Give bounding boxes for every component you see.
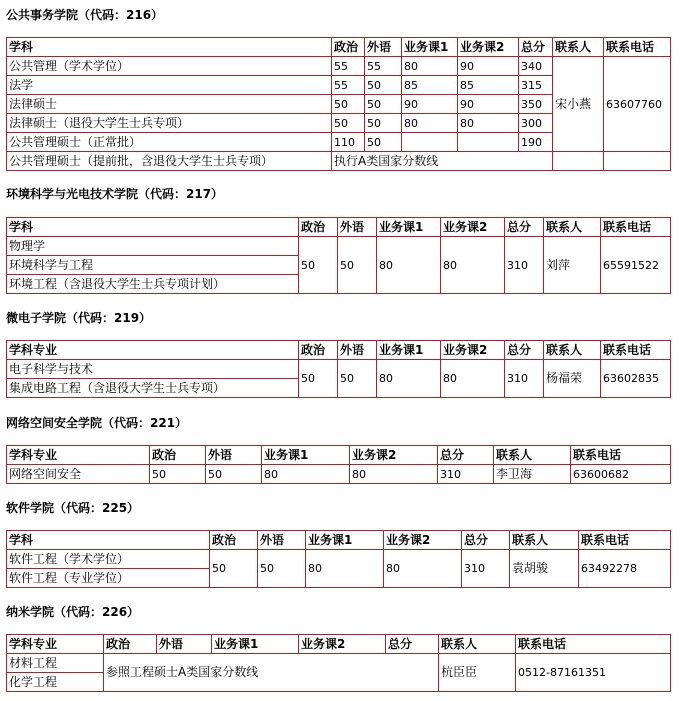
subject-cell: 环境科学与工程 xyxy=(7,256,299,275)
course1-cell: 80 xyxy=(306,550,384,588)
language-cell: 50 xyxy=(338,360,377,398)
score-table-225 xyxy=(6,530,671,588)
contact-cell: 宋小燕 xyxy=(553,57,604,152)
header-cell: 总分 xyxy=(519,38,553,57)
header-cell: 业务课2 xyxy=(384,531,462,550)
total-cell: 310 xyxy=(505,237,544,294)
header-cell: 总分 xyxy=(505,218,544,237)
subject-cell: 法学 xyxy=(7,76,332,95)
score-note-cell: 执行A类国家分数线 xyxy=(332,152,553,171)
course1-cell xyxy=(402,133,458,152)
subject-cell: 网络空间安全 xyxy=(7,465,150,484)
subject-cell: 公共管理硕士（提前批，含退役大学生士兵专项） xyxy=(7,152,332,171)
header-cell: 外语 xyxy=(206,446,262,465)
phone-cell: 65591522 xyxy=(601,237,671,294)
contact-cell: 杭臣臣 xyxy=(439,654,516,692)
total-cell: 310 xyxy=(505,360,544,398)
table-row xyxy=(7,360,671,379)
header-cell: 总分 xyxy=(438,446,494,465)
header-cell: 联系人 xyxy=(544,341,601,360)
header-cell: 外语 xyxy=(157,635,212,654)
header-cell: 联系电话 xyxy=(601,218,671,237)
section-title-216: 公共事务学院（代码：216） xyxy=(6,8,164,22)
header-cell: 业务课2 xyxy=(458,38,519,57)
header-cell: 联系电话 xyxy=(604,38,671,57)
score-table-226 xyxy=(6,634,671,692)
header-cell: 业务课2 xyxy=(441,341,505,360)
table-header xyxy=(7,341,671,360)
politics-cell: 50 xyxy=(332,114,365,133)
header-cell: 学科专业 xyxy=(7,341,299,360)
table-row xyxy=(7,152,671,171)
course1-cell: 80 xyxy=(377,237,441,294)
politics-cell: 55 xyxy=(332,76,365,95)
subject-cell: 软件工程（专业学位） xyxy=(7,569,210,588)
header-cell: 学科专业 xyxy=(7,635,104,654)
course1-cell: 80 xyxy=(377,360,441,398)
language-cell: 55 xyxy=(365,57,402,76)
total-cell: 310 xyxy=(462,550,510,588)
contact-cell: 杨福荣 xyxy=(544,360,601,398)
subject-cell: 集成电路工程（含退役大学生士兵专项） xyxy=(7,379,299,398)
table-header xyxy=(7,38,671,57)
politics-cell: 50 xyxy=(299,360,338,398)
table-row xyxy=(7,465,671,484)
total-cell: 300 xyxy=(519,114,553,133)
header-cell: 联系人 xyxy=(544,218,601,237)
subject-cell: 法律硕士 xyxy=(7,95,332,114)
course2-cell: 90 xyxy=(458,95,519,114)
header-cell: 业务课1 xyxy=(377,218,441,237)
language-cell: 50 xyxy=(206,465,262,484)
header-cell: 外语 xyxy=(338,218,377,237)
politics-cell: 50 xyxy=(299,237,338,294)
subject-cell: 法律硕士（退役大学生士兵专项） xyxy=(7,114,332,133)
header-cell: 外语 xyxy=(365,38,402,57)
table-row xyxy=(7,550,671,569)
total-cell: 350 xyxy=(519,95,553,114)
header-cell: 学科 xyxy=(7,531,210,550)
subject-cell: 化学工程 xyxy=(7,673,104,692)
subject-cell: 电子科学与技术 xyxy=(7,360,299,379)
table-header xyxy=(7,218,671,237)
contact-cell: 李卫海 xyxy=(494,465,571,484)
header-cell: 联系人 xyxy=(494,446,571,465)
contact-cell: 袁胡骏 xyxy=(510,550,579,588)
header-cell: 联系人 xyxy=(553,38,604,57)
politics-cell: 50 xyxy=(210,550,258,588)
phone-cell: 63602835 xyxy=(601,360,671,398)
course2-cell: 80 xyxy=(350,465,438,484)
header-cell: 业务课2 xyxy=(441,218,505,237)
subject-cell: 材料工程 xyxy=(7,654,104,673)
header-cell: 联系电话 xyxy=(601,341,671,360)
course1-cell: 80 xyxy=(402,57,458,76)
phone-cell: 0512-87161351 xyxy=(516,654,671,692)
course2-cell: 85 xyxy=(458,76,519,95)
header-cell: 学科 xyxy=(7,38,332,57)
header-cell: 联系电话 xyxy=(571,446,671,465)
politics-cell: 50 xyxy=(150,465,206,484)
header-cell: 政治 xyxy=(210,531,258,550)
course2-cell: 80 xyxy=(458,114,519,133)
phone-cell: 63607760 xyxy=(604,57,671,152)
header-cell: 业务课1 xyxy=(377,341,441,360)
header-cell: 业务课1 xyxy=(262,446,350,465)
phone-cell: 63492278 xyxy=(579,550,671,588)
course2-cell xyxy=(458,133,519,152)
subject-cell: 软件工程（学术学位） xyxy=(7,550,210,569)
subject-cell: 公共管理（学术学位） xyxy=(7,57,332,76)
subject-cell: 物理学 xyxy=(7,237,299,256)
header-cell: 联系电话 xyxy=(579,531,671,550)
empty-cell xyxy=(553,152,604,171)
score-table-219 xyxy=(6,340,671,398)
header-cell: 业务课1 xyxy=(306,531,384,550)
section-title-225: 软件学院（代码：225） xyxy=(6,501,140,515)
header-cell: 业务课1 xyxy=(212,635,299,654)
course1-cell: 85 xyxy=(402,76,458,95)
header-cell: 学科 xyxy=(7,218,299,237)
table-header xyxy=(7,446,671,465)
header-cell: 联系人 xyxy=(439,635,516,654)
section-title-219: 微电子学院（代码：219） xyxy=(6,311,152,325)
header-cell: 学科专业 xyxy=(7,446,150,465)
course1-cell: 90 xyxy=(402,95,458,114)
total-cell: 310 xyxy=(438,465,494,484)
header-cell: 政治 xyxy=(150,446,206,465)
course1-cell: 80 xyxy=(402,114,458,133)
header-cell: 总分 xyxy=(505,341,544,360)
score-table-217 xyxy=(6,217,671,294)
header-cell: 外语 xyxy=(338,341,377,360)
politics-cell: 50 xyxy=(332,95,365,114)
header-cell: 总分 xyxy=(386,635,439,654)
total-cell: 190 xyxy=(519,133,553,152)
table-row xyxy=(7,654,671,673)
score-note-cell: 参照工程硕士A类国家分数线 xyxy=(104,654,439,692)
header-cell: 联系人 xyxy=(510,531,579,550)
course2-cell: 80 xyxy=(441,237,505,294)
course2-cell: 80 xyxy=(384,550,462,588)
contact-cell: 刘萍 xyxy=(544,237,601,294)
section-title-217: 环境科学与光电技术学院（代码：217） xyxy=(6,187,224,201)
language-cell: 50 xyxy=(365,95,402,114)
subject-cell: 环境工程（含退役大学生士兵专项计划） xyxy=(7,275,299,294)
course2-cell: 90 xyxy=(458,57,519,76)
header-cell: 总分 xyxy=(462,531,510,550)
language-cell: 50 xyxy=(365,76,402,95)
course2-cell: 80 xyxy=(441,360,505,398)
header-cell: 业务课2 xyxy=(350,446,438,465)
score-table-221 xyxy=(6,445,671,484)
header-cell: 联系电话 xyxy=(516,635,671,654)
header-cell: 政治 xyxy=(104,635,157,654)
language-cell: 50 xyxy=(258,550,306,588)
header-cell: 政治 xyxy=(299,218,338,237)
total-cell: 340 xyxy=(519,57,553,76)
language-cell: 50 xyxy=(365,114,402,133)
header-cell: 外语 xyxy=(258,531,306,550)
section-title-221: 网络空间安全学院（代码：221） xyxy=(6,416,188,430)
table-header xyxy=(7,635,671,654)
course1-cell: 80 xyxy=(262,465,350,484)
score-table-216 xyxy=(6,37,671,171)
table-row xyxy=(7,237,671,256)
empty-cell xyxy=(604,152,671,171)
section-title-226: 纳米学院（代码：226） xyxy=(6,605,140,619)
header-cell: 业务课2 xyxy=(299,635,386,654)
total-cell: 315 xyxy=(519,76,553,95)
politics-cell: 55 xyxy=(332,57,365,76)
header-cell: 政治 xyxy=(332,38,365,57)
table-row xyxy=(7,57,671,76)
language-cell: 50 xyxy=(365,133,402,152)
subject-cell: 公共管理硕士（正常批） xyxy=(7,133,332,152)
language-cell: 50 xyxy=(338,237,377,294)
header-cell: 业务课1 xyxy=(402,38,458,57)
politics-cell: 110 xyxy=(332,133,365,152)
table-header xyxy=(7,531,671,550)
phone-cell: 63600682 xyxy=(571,465,671,484)
header-cell: 政治 xyxy=(299,341,338,360)
